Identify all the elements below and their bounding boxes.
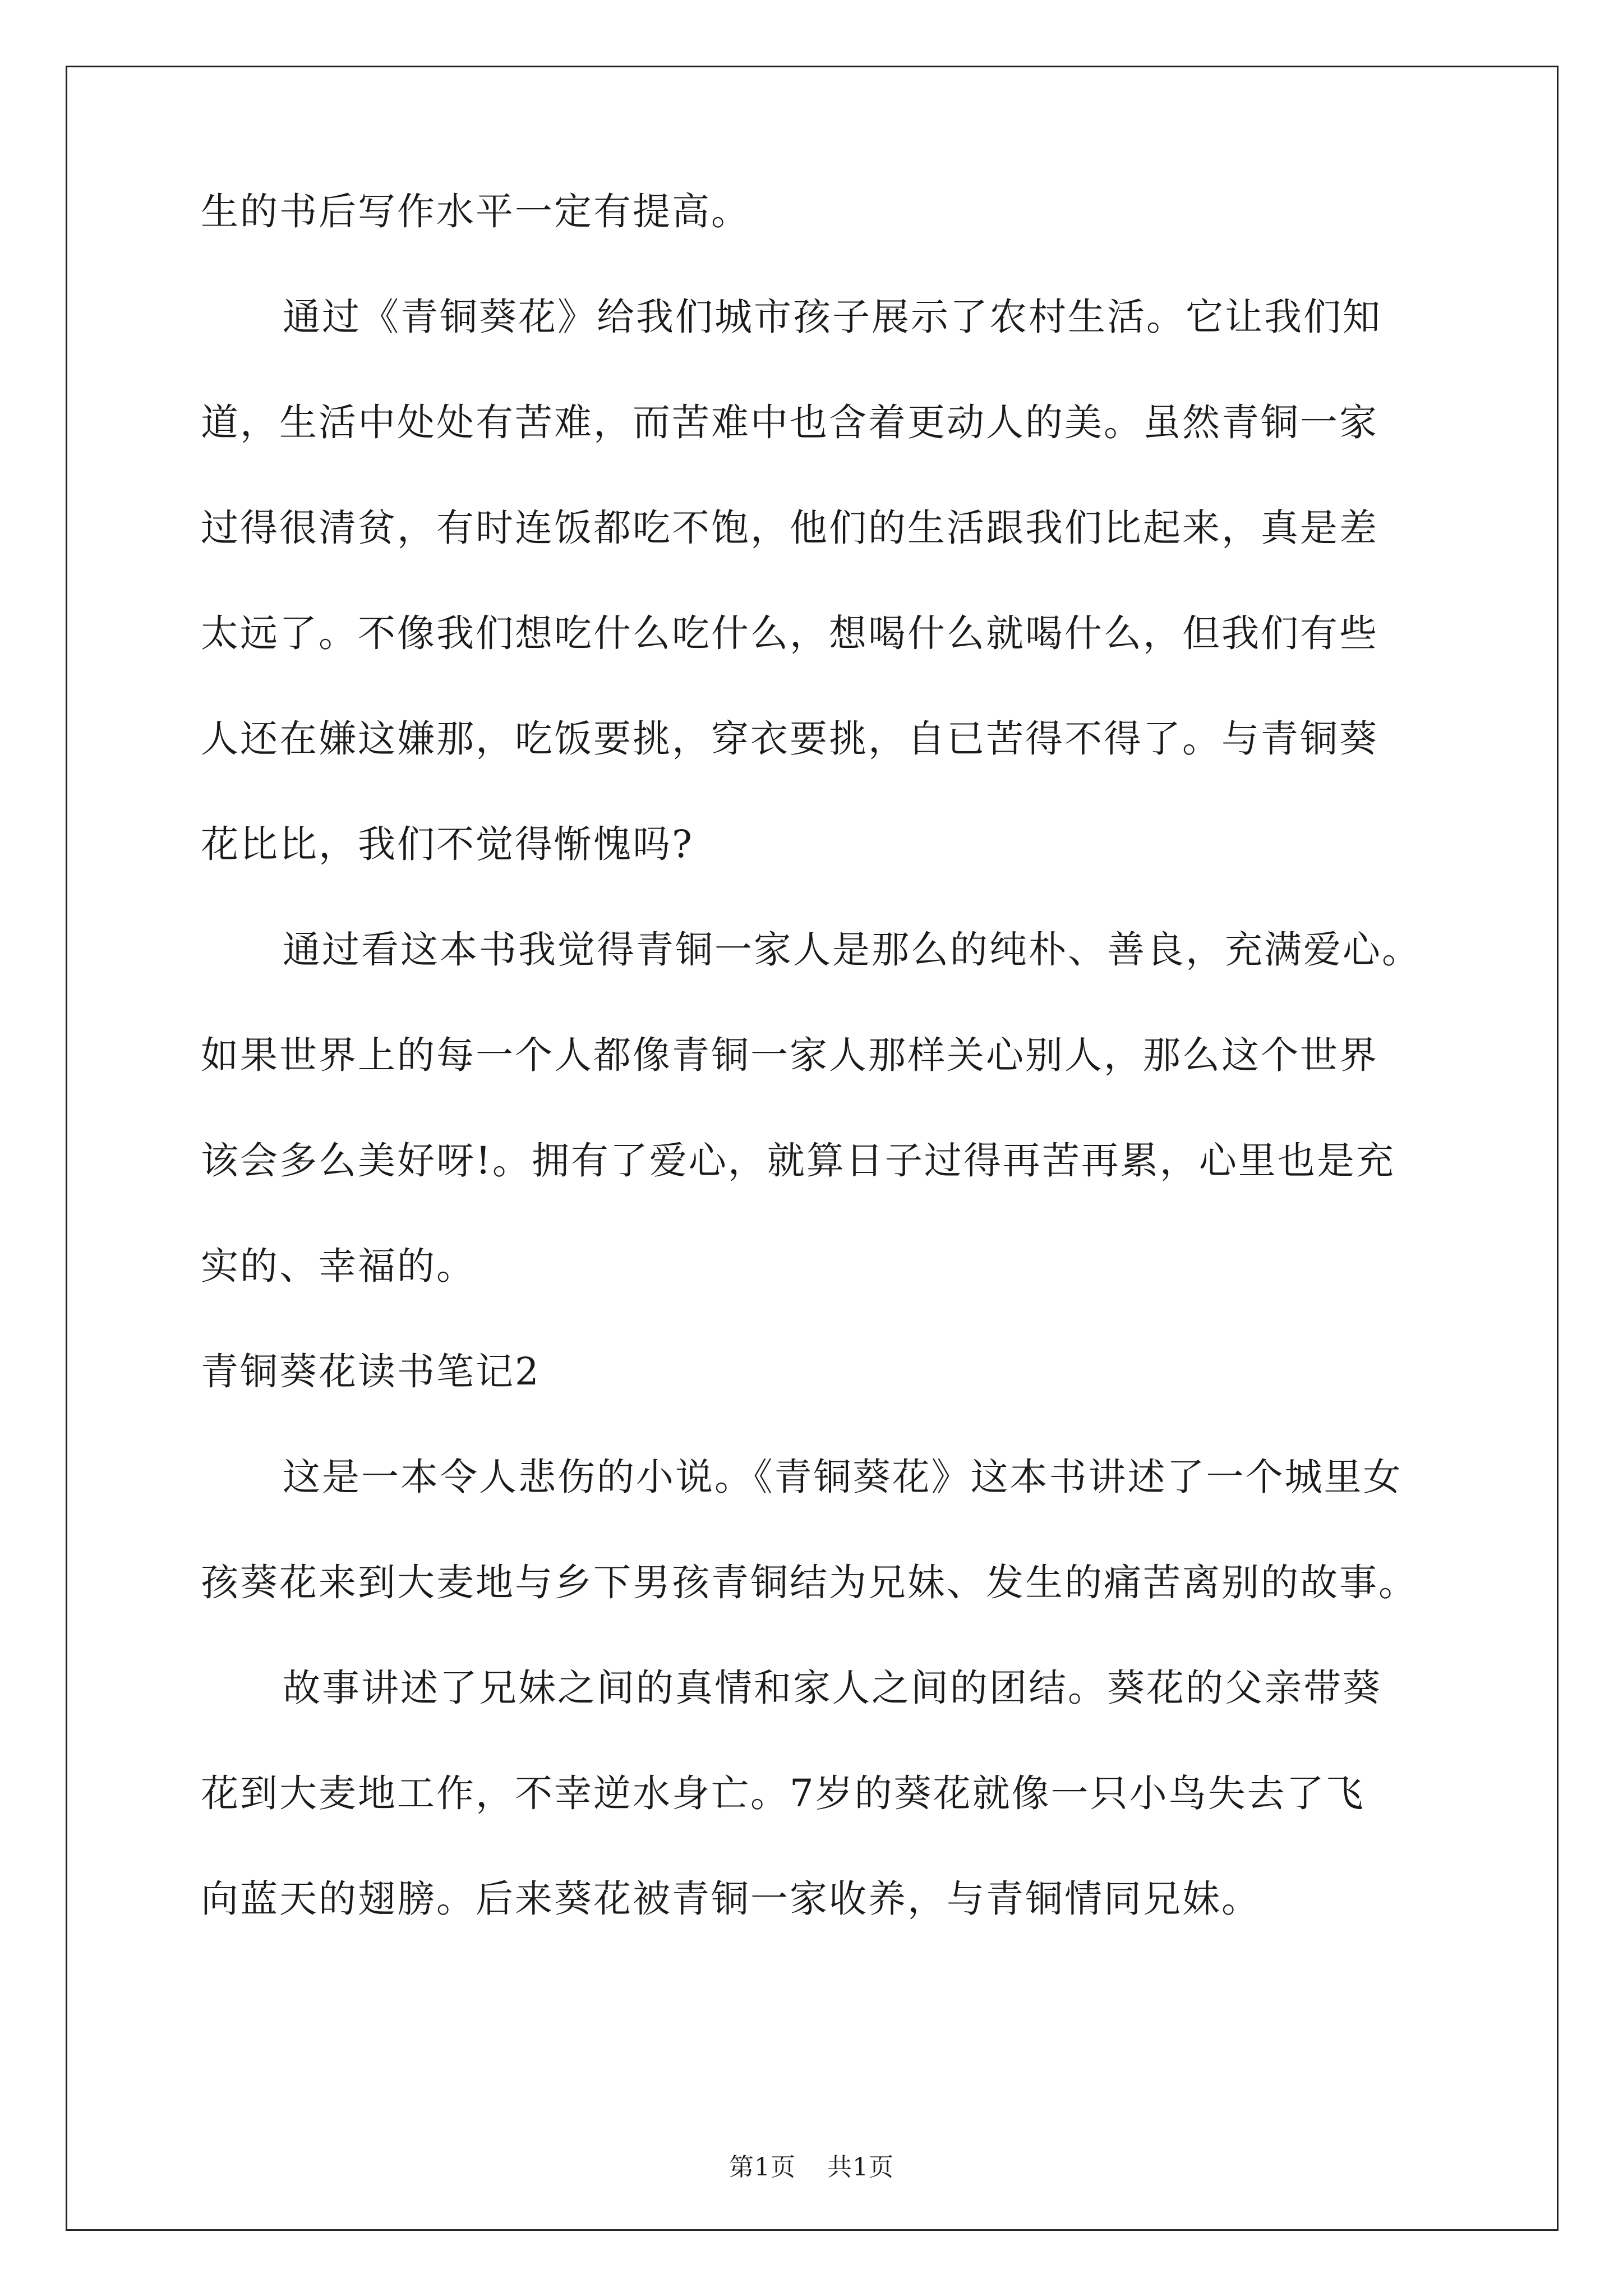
text-line: 实的、幸福的。 xyxy=(201,1244,476,1288)
text-line: 通过《青铜葵花》给我们城市孩子展示了农村生活。它让我们知 xyxy=(283,295,1382,339)
text-line: 这是一本令人悲伤的小说。《青铜葵花》这本书讲述了一个城里女 xyxy=(283,1455,1403,1499)
text-line: 生的书后写作水平一定有提高。 xyxy=(201,190,750,233)
text-line: 过得很清贫，有时连饭都吃不饱，他们的生活跟我们比起来，真是差 xyxy=(201,506,1378,550)
text-line: 该会多么美好呀!。拥有了爱心，就算日子过得再苦再累，心里也是充 xyxy=(201,1139,1395,1182)
text-line: 花到大麦地工作，不幸逆水身亡。7岁的葵花就像一只小鸟失去了飞 xyxy=(201,1772,1365,1815)
text-line: 花比比，我们不觉得惭愧吗? xyxy=(201,822,694,866)
section-heading: 青铜葵花读书笔记2 xyxy=(201,1350,541,1393)
text-line: 向蓝天的翅膀。后来葵花被青铜一家收养，与青铜情同兄妹。 xyxy=(201,1877,1261,1921)
text-line: 道，生活中处处有苦难，而苦难中也含着更动人的美。虽然青铜一家 xyxy=(201,401,1378,444)
text-line: 太远了。不像我们想吃什么吃什么，想喝什么就喝什么，但我们有些 xyxy=(201,611,1378,655)
text-line: 通过看这本书我觉得青铜一家人是那么的纯朴、善良，充满爱心。 xyxy=(283,928,1421,972)
page-total: 共1页 xyxy=(827,2153,894,2182)
text-line: 人还在嫌这嫌那，吃饭要挑，穿衣要挑，自已苦得不得了。与青铜葵 xyxy=(201,717,1378,761)
page-footer xyxy=(0,2151,1623,2184)
text-line: 孩葵花来到大麦地与乡下男孩青铜结为兄妹、发生的痛苦离别的故事。 xyxy=(201,1561,1418,1604)
text-line: 如果世界上的每一个人都像青铜一家人那样关心别人，那么这个世界 xyxy=(201,1033,1378,1077)
text-line: 故事讲述了兄妹之间的真情和家人之间的团结。葵花的父亲带葵 xyxy=(283,1666,1382,1710)
page-number: 第1页 xyxy=(729,2153,796,2182)
document-body xyxy=(201,185,1491,1925)
